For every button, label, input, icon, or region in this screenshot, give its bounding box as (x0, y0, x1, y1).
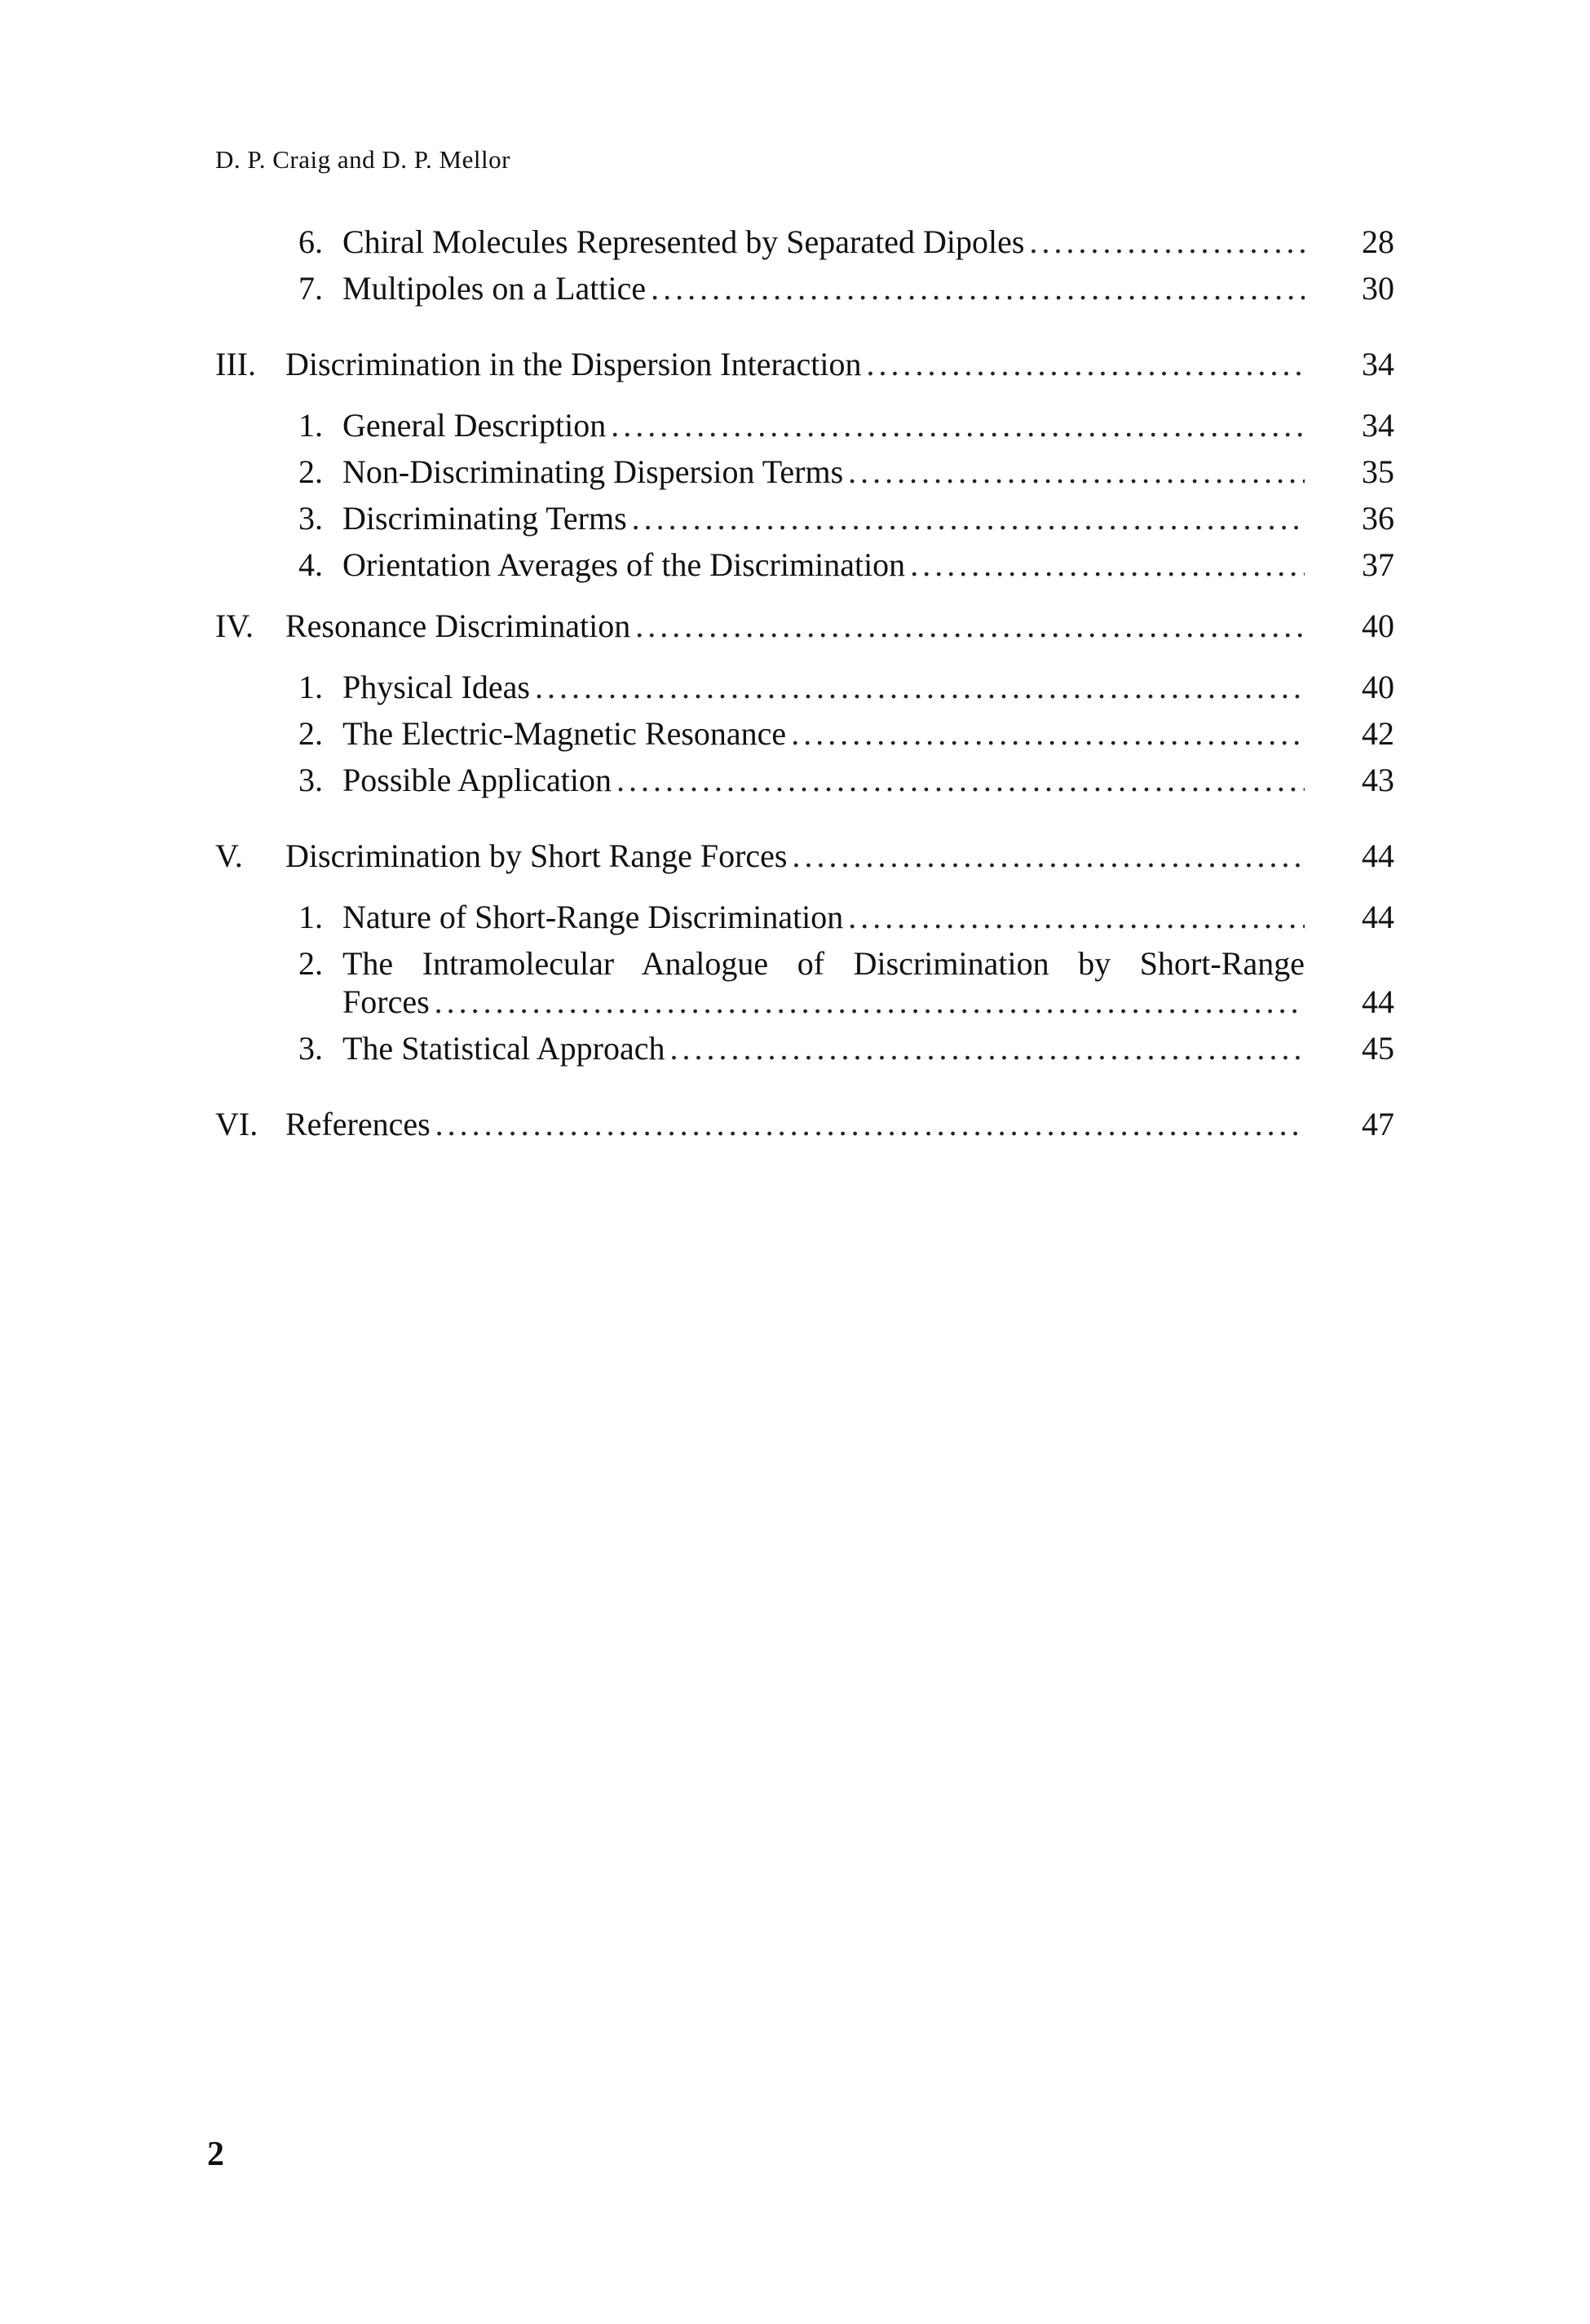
toc-entry-title: Non-Discriminating Dispersion Terms (342, 453, 844, 490)
toc-entry-number: 1. (298, 669, 323, 705)
toc-entry-page: 28 (1362, 223, 1394, 260)
toc-entry-number: 2. (298, 453, 323, 490)
toc-entry[interactable] (215, 448, 1394, 495)
toc-entry-page: 44 (1362, 899, 1394, 935)
toc-section-page: 34 (1362, 346, 1394, 382)
toc-entry-page: 45 (1362, 1030, 1394, 1067)
toc-entry-title: General Description (342, 407, 607, 444)
toc-section-page: 44 (1362, 837, 1394, 874)
dot-leader (535, 664, 1305, 710)
toc-section[interactable] (215, 1101, 1394, 1147)
toc-section-title: Discrimination in the Dispersion Interaction (285, 346, 862, 382)
toc-entry-page: 44 (1362, 983, 1394, 1020)
dot-leader (669, 1025, 1305, 1071)
toc-entry-page: 40 (1362, 669, 1394, 705)
dot-leader (791, 710, 1305, 757)
toc-entry-number: 4. (298, 546, 323, 583)
toc-entry-number: 7. (298, 270, 323, 307)
toc-entry-page: 34 (1362, 407, 1394, 444)
toc-entry-title: Orientation Averages of the Discrimination (342, 546, 906, 583)
toc-section[interactable] (215, 341, 1394, 387)
toc-entry[interactable] (215, 940, 1394, 1025)
toc-entry-title-line2: Forces (342, 983, 430, 1020)
dot-leader (651, 265, 1305, 311)
dot-leader (435, 979, 1305, 1025)
toc-entry-page: 43 (1362, 762, 1394, 798)
toc-entry-title: Chiral Molecules Represented by Separated Dipoles (342, 223, 1025, 260)
toc-entry[interactable] (215, 710, 1394, 757)
toc-entry-title: The Statistical Approach (342, 1030, 665, 1067)
toc-section-number: VI. (215, 1106, 258, 1142)
toc-entry-number: 1. (298, 899, 323, 935)
dot-leader (435, 1101, 1305, 1147)
toc-section-page: 40 (1362, 608, 1394, 644)
toc-entry[interactable] (215, 219, 1394, 265)
toc-entry-page: 35 (1362, 453, 1394, 490)
toc-entry-page: 42 (1362, 715, 1394, 752)
toc-entry-title: Physical Ideas (342, 669, 530, 705)
toc-entry-number: 3. (298, 1030, 323, 1067)
dot-leader (616, 757, 1305, 803)
toc-section[interactable] (215, 603, 1394, 649)
dot-leader (910, 541, 1305, 588)
toc-section[interactable] (215, 833, 1394, 879)
toc-entry-number: 6. (298, 223, 323, 260)
toc-section-title: Discrimination by Short Range Forces (285, 837, 788, 874)
toc-entry-title: The Electric-Magnetic Resonance (342, 715, 787, 752)
toc-entry-title-line1: The Intramolecular Analogue of Discrimination by Short-Range (342, 945, 1305, 982)
dot-leader (632, 495, 1305, 541)
toc-section-page: 47 (1362, 1106, 1394, 1142)
dot-leader (611, 402, 1305, 448)
dot-leader (867, 341, 1305, 387)
dot-leader (635, 603, 1305, 649)
toc-section-number: IV. (215, 608, 254, 644)
toc-entry-title: Multipoles on a Lattice (342, 270, 647, 307)
toc-entry-number: 2. (298, 945, 323, 982)
toc-entry-title: Nature of Short-Range Discrimination (342, 899, 844, 935)
toc-entry-title: Possible Application (342, 762, 612, 798)
toc-entry[interactable] (215, 495, 1394, 541)
toc-entry-number: 1. (298, 407, 323, 444)
toc-entry[interactable] (215, 402, 1394, 448)
toc-entry[interactable] (215, 1025, 1394, 1071)
toc-entry[interactable] (215, 664, 1394, 710)
toc-entry[interactable] (215, 265, 1394, 311)
toc-section-number: III. (215, 346, 256, 382)
toc-entry[interactable] (215, 894, 1394, 940)
toc-entry[interactable] (215, 541, 1394, 588)
toc-section-title: Resonance Discrimination (285, 608, 631, 644)
running-head: D. P. Craig and D. P. Mellor (215, 145, 510, 174)
table-of-contents (215, 219, 1394, 1147)
dot-leader (792, 833, 1305, 879)
toc-section-title: References (285, 1106, 431, 1142)
toc-entry-page: 37 (1362, 546, 1394, 583)
toc-entry-page: 30 (1362, 270, 1394, 307)
toc-entry-number: 3. (298, 762, 323, 798)
toc-entry[interactable] (215, 757, 1394, 803)
toc-section-number: V. (215, 837, 243, 874)
toc-entry-page: 36 (1362, 500, 1394, 537)
dot-leader (1029, 219, 1305, 265)
toc-entry-title: Discriminating Terms (342, 500, 627, 537)
dot-leader (848, 448, 1305, 495)
dot-leader (848, 894, 1305, 940)
toc-entry-number: 3. (298, 500, 323, 537)
toc-entry-number: 2. (298, 715, 323, 752)
page-number: 2 (207, 2136, 224, 2173)
